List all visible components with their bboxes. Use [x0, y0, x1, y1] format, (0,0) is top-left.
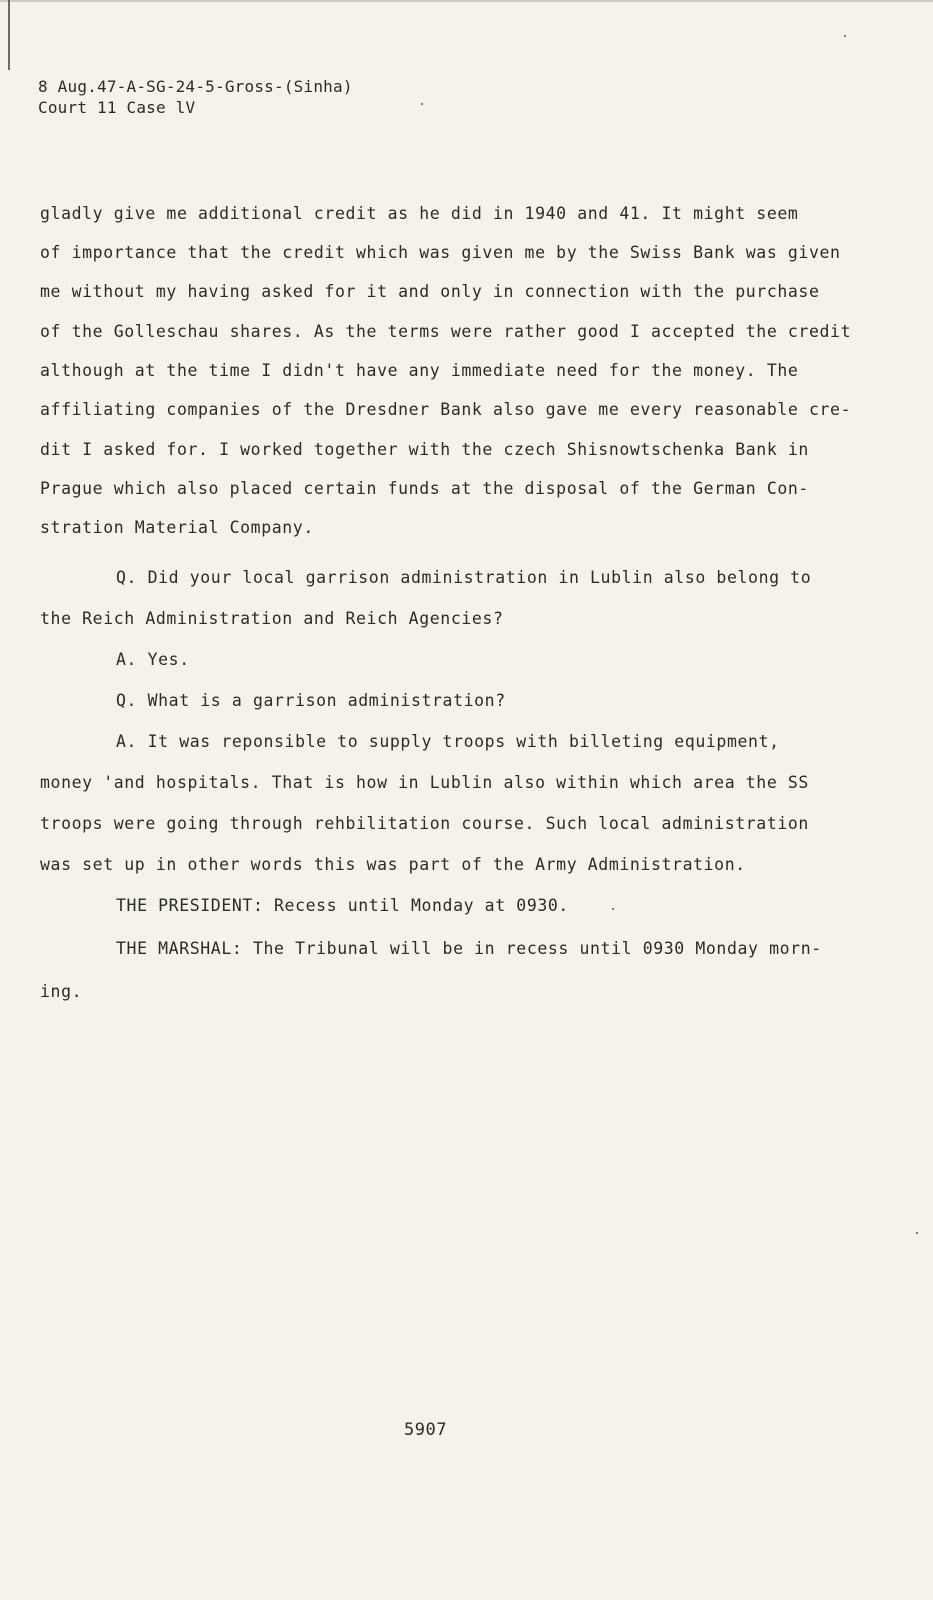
paper-speck: [421, 103, 423, 105]
body-line: of the Golleschau shares. As the terms were rather good I accepted the credit: [40, 322, 852, 341]
body-line: although at the time I didn't have any immediate need for the money. The: [40, 361, 799, 380]
body-line: Q. What is a garrison administration?: [116, 691, 506, 710]
body-line: A. It was reponsible to supply troops with billeting equipment,: [116, 732, 780, 751]
body-line: Q. Did your local garrison administration in Lublin also belong to: [116, 568, 812, 587]
header-line-1: 8 Aug.47-A-SG-24-5-Gross-(Sinha): [38, 77, 353, 96]
paper-speck: [844, 35, 846, 37]
body-line: money 'and hospitals. That is how in Lublin also within which area the SS: [40, 773, 809, 792]
body-line: gladly give me additional credit as he did in 1940 and 41. It might seem: [40, 204, 799, 223]
body-line: of importance that the credit which was given me by the Swiss Bank was given: [40, 243, 841, 262]
page-top-edge: [0, 0, 933, 2]
body-line: THE MARSHAL: The Tribunal will be in recess until 0930 Monday morn-: [116, 939, 822, 958]
paper-speck: [916, 1232, 918, 1234]
page-number: 5907: [404, 1420, 447, 1440]
page-left-edge-mark: [8, 0, 10, 70]
body-line: the Reich Administration and Reich Agencies?: [40, 609, 504, 628]
body-line: troops were going through rehbilitation course. Such local administration: [40, 814, 809, 833]
body-line: A. Yes.: [116, 650, 190, 669]
body-line: THE PRESIDENT: Recess until Monday at 0930.: [116, 896, 569, 915]
body-line: was set up in other words this was part of the Army Administration.: [40, 855, 746, 874]
document-header: [38, 76, 353, 118]
header-line-2: Court 11 Case lV: [38, 98, 196, 117]
paper-speck: [612, 908, 614, 910]
body-line: ing.: [40, 982, 83, 1001]
body-line: Prague which also placed certain funds at the disposal of the German Con-: [40, 479, 809, 498]
body-line: me without my having asked for it and only in connection with the purchase: [40, 282, 820, 301]
body-line: stration Material Company.: [40, 518, 314, 537]
body-line: dit I asked for. I worked together with the czech Shisnowtschenka Bank in: [40, 440, 809, 459]
body-line: affiliating companies of the Dresdner Bank also gave me every reasonable cre-: [40, 400, 852, 419]
